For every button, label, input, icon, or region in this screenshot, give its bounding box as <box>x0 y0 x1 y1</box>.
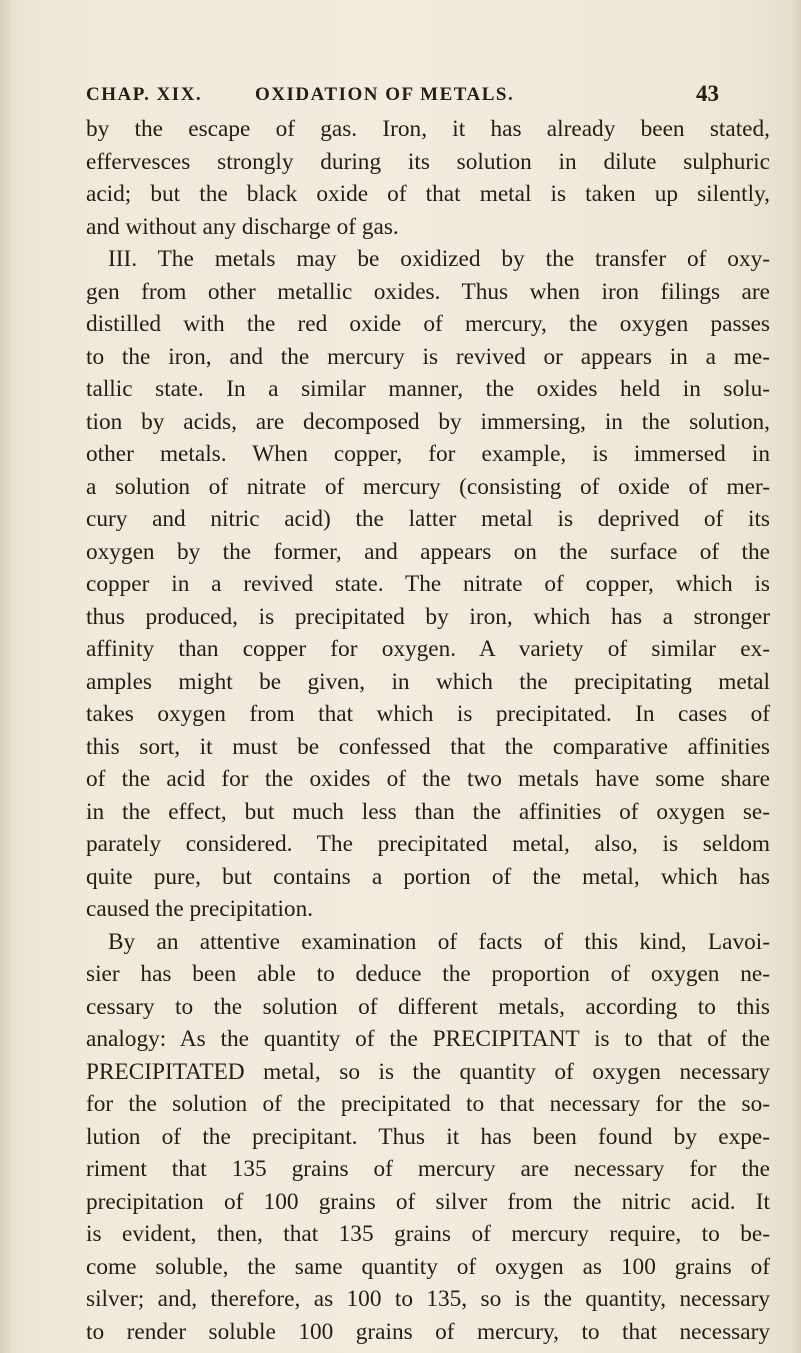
text-line: effervesces strongly during its solution in dilute sulphuric <box>86 148 770 175</box>
text-line: PRECIPITATED metal, so is the quantity of oxygen necessary <box>86 1058 770 1085</box>
text-line: a solution of nitrate of mercury (consisting of oxide of mer- <box>86 473 770 500</box>
text-line: and without any discharge of gas. <box>86 213 399 240</box>
text-line: by the escape of gas. Iron, it has already been stated, <box>86 116 770 142</box>
text-line: for the solution of the precipitated to that necessary for the so- <box>86 1091 770 1117</box>
text-line: sier has been able to deduce the proportion of oxygen ne- <box>86 961 770 987</box>
page-number: 43 <box>696 81 719 106</box>
text-line: to the iron, and the mercury is revived or appears in a me- <box>86 343 770 370</box>
text-line: in the effect, but much less than the affinities of oxygen se- <box>86 798 770 825</box>
text-line: caused the precipitation. <box>86 896 314 922</box>
text-line: is evident, then, that 135 grains of mercury require, to be- <box>86 1221 770 1247</box>
text-line: distilled with the red oxide of mercury, the oxygen passes <box>86 311 770 337</box>
text-line: affinity than copper for oxygen. A variety of similar ex- <box>86 636 770 662</box>
text-line: quite pure, but contains a portion of the metal, which has <box>86 863 770 890</box>
text-line: silver; and, therefore, as 100 to 135, so is the quantity, necessary <box>86 1286 770 1312</box>
text-line: riment that 135 grains of mercury are necessary for the <box>86 1156 770 1182</box>
text-line: takes oxygen from that which is precipitated. In cases of <box>86 701 770 727</box>
text-line: III. The metals may be oxidized by the transfer of oxy- <box>108 246 770 272</box>
text-line: to render soluble 100 grains of mercury, to that necessary <box>86 1318 770 1345</box>
text-line: tallic state. In a similar manner, the oxides held in solu- <box>86 376 770 402</box>
text-line: cury and nitric acid) the latter metal is deprived of its <box>86 506 770 532</box>
running-title: OXIDATION OF METALS. <box>255 84 515 105</box>
text-line: analogy: As the quantity of the PRECIPITANT is to that of the <box>86 1026 770 1052</box>
text-line: parately considered. The precipitated metal, also, is seldom <box>86 831 770 857</box>
text-line: cessary to the solution of different metals, according to this <box>86 993 770 1020</box>
text-line: thus produced, is precipitated by iron, which has a stronger <box>86 603 770 630</box>
text-line: this sort, it must be confessed that the comparative affinities <box>86 733 770 760</box>
chapter-label: CHAP. XIX. <box>86 84 203 105</box>
text-line: precipitation of 100 grains of silver from the nitric acid. It <box>86 1188 770 1215</box>
running-head <box>86 81 766 114</box>
right-edge-shadow <box>791 0 801 1353</box>
text-line: amples might be given, in which the precipitating metal <box>86 668 770 695</box>
text-line: copper in a revived state. The nitrate of copper, which is <box>86 571 770 597</box>
text-line: lution of the precipitant. Thus it has been found by expe- <box>86 1123 770 1150</box>
left-edge-shadow <box>0 0 12 1353</box>
text-line: of the acid for the oxides of the two metals have some share <box>86 766 770 792</box>
text-line: oxygen by the former, and appears on the surface of the <box>86 538 770 565</box>
text-line: gen from other metallic oxides. Thus when iron filings are <box>86 278 770 305</box>
text-line: other metals. When copper, for example, is immersed in <box>86 441 770 467</box>
text-line: acid; but the black oxide of that metal is taken up silently, <box>86 181 770 207</box>
text-line: By an attentive examination of facts of this kind, Lavoi- <box>108 928 770 955</box>
text-line: tion by acids, are decomposed by immersing, in the solution, <box>86 408 770 435</box>
body-text <box>86 113 770 1348</box>
text-line: come soluble, the same quantity of oxygen as 100 grains of <box>86 1253 770 1280</box>
